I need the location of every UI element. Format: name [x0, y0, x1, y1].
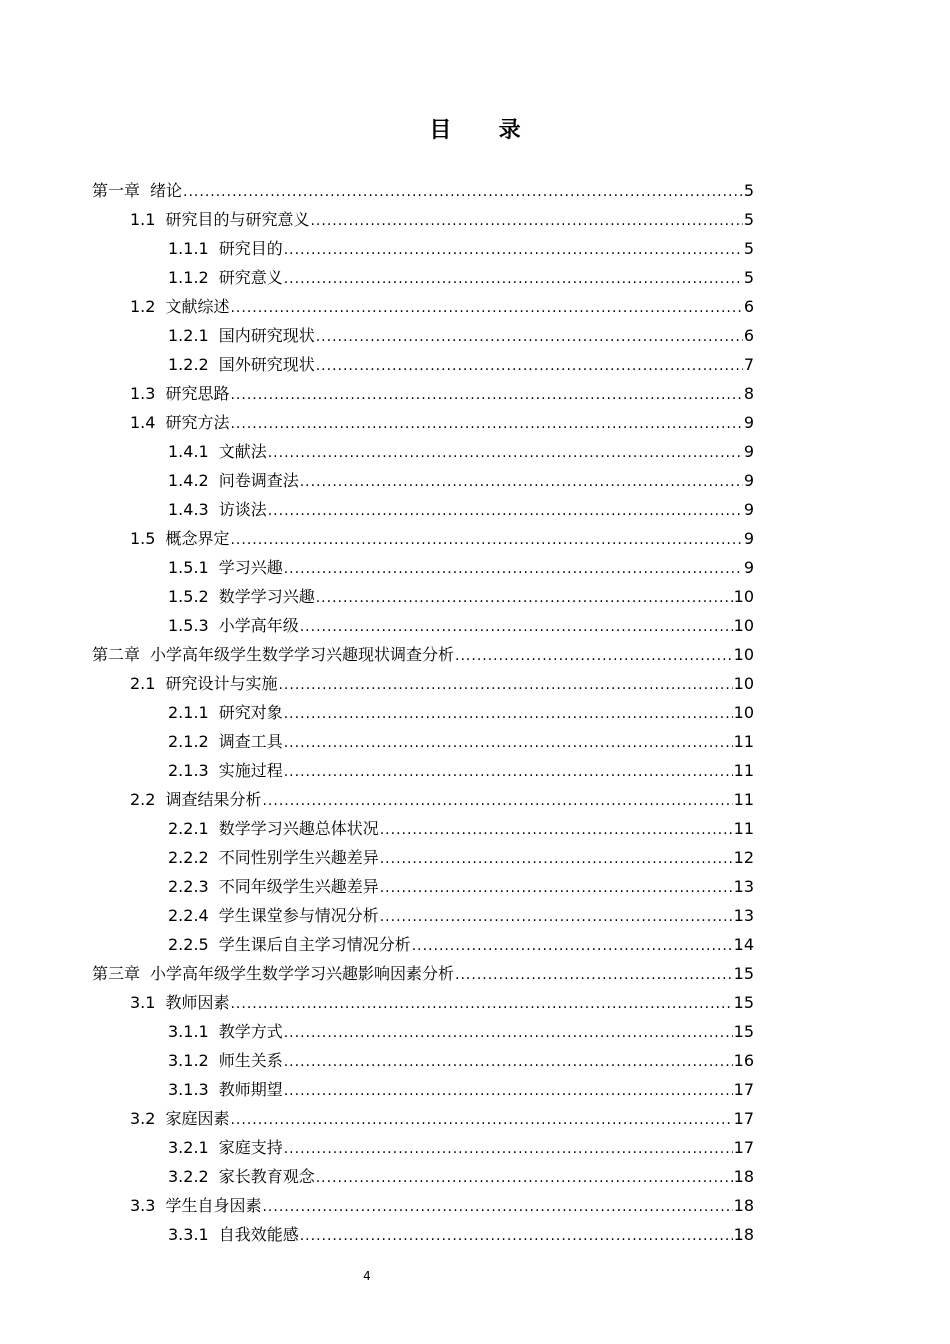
toc-entry-title: 概念界定: [165, 529, 230, 548]
toc-entry-title: 小学高年级学生数学学习兴趣现状调查分析: [150, 645, 455, 664]
toc-entry[interactable]: [92, 176, 754, 205]
toc-entry-number: 1.4.3: [168, 500, 209, 519]
toc-dot-leader: [380, 903, 733, 932]
toc-entry-title: 师生关系: [218, 1051, 283, 1070]
toc-entry-number: 2.2.3: [168, 877, 209, 896]
toc-dot-leader: [380, 816, 733, 845]
toc-entry[interactable]: [92, 843, 754, 872]
toc-entry[interactable]: [92, 408, 754, 437]
toc-entry-page: 10: [733, 674, 754, 693]
toc-entry-number: 2.1.1: [168, 703, 209, 722]
toc-entry-page: 10: [733, 587, 754, 606]
toc-entry-number: 2.2.5: [168, 935, 209, 954]
toc-entry-title: 调查工具: [218, 732, 283, 751]
toc-entry-number: 3.3.1: [168, 1225, 209, 1244]
toc-entry-title: 研究对象: [218, 703, 283, 722]
toc-entry-number: 1.5: [130, 529, 156, 548]
toc-entry[interactable]: [92, 669, 754, 698]
toc-entry-number: 1.1.1: [168, 239, 209, 258]
toc-entry-title: 国内研究现状: [218, 326, 315, 345]
toc-entry-page: 10: [733, 616, 754, 635]
toc-entry-title: 问卷调查法: [218, 471, 299, 490]
toc-dot-leader: [316, 323, 743, 352]
toc-dot-leader: [268, 439, 743, 468]
toc-entry-number: 3.1: [130, 993, 156, 1012]
toc-entry-page: 9: [743, 471, 754, 490]
toc-entry-title: 研究意义: [218, 268, 283, 287]
toc-entry-number: 1.1.2: [168, 268, 209, 287]
toc-dot-leader: [412, 932, 733, 961]
toc-entry-title: 不同年级学生兴趣差异: [218, 877, 379, 896]
toc-entry-number: 1.4: [130, 413, 156, 432]
toc-entry-page: 7: [743, 355, 754, 374]
toc-dot-leader: [230, 294, 742, 323]
toc-entry[interactable]: [92, 292, 754, 321]
toc-entry[interactable]: [92, 1220, 754, 1249]
toc-dot-leader: [284, 1019, 733, 1048]
table-of-contents: [92, 176, 754, 1249]
toc-entry[interactable]: [92, 640, 754, 669]
toc-entry[interactable]: [92, 553, 754, 582]
toc-entry-page: 15: [733, 1022, 754, 1041]
toc-entry-title: 绪论: [150, 181, 183, 200]
toc-entry-number: 1.5.3: [168, 616, 209, 635]
toc-entry-page: 11: [733, 819, 754, 838]
toc-entry-number: 第二章: [92, 645, 141, 664]
toc-dot-leader: [278, 671, 732, 700]
toc-entry-number: 1.4.1: [168, 442, 209, 461]
toc-entry-page: 6: [743, 297, 754, 316]
toc-entry-number: 3.2.2: [168, 1167, 209, 1186]
toc-entry-number: 1.3: [130, 384, 156, 403]
toc-entry-title: 小学高年级: [218, 616, 299, 635]
toc-dot-leader: [230, 381, 742, 410]
toc-entry-title: 研究目的与研究意义: [165, 210, 310, 229]
toc-entry[interactable]: [92, 582, 754, 611]
toc-entry-title: 访谈法: [218, 500, 267, 519]
toc-dot-leader: [284, 1077, 733, 1106]
toc-entry-page: 18: [733, 1225, 754, 1244]
toc-entry[interactable]: [92, 263, 754, 292]
toc-entry-title: 研究设计与实施: [165, 674, 278, 693]
toc-dot-leader: [316, 352, 743, 381]
toc-dot-leader: [284, 555, 743, 584]
toc-entry-title: 小学高年级学生数学学习兴趣影响因素分析: [150, 964, 455, 983]
toc-entry-title: 研究思路: [165, 384, 230, 403]
toc-entry-title: 学生自身因素: [165, 1196, 262, 1215]
toc-dot-leader: [300, 1222, 733, 1251]
toc-entry-title: 数学学习兴趣: [218, 587, 315, 606]
toc-entry[interactable]: [92, 959, 754, 988]
toc-dot-leader: [230, 1106, 732, 1135]
toc-entry-number: 2.1.2: [168, 732, 209, 751]
toc-entry[interactable]: [92, 321, 754, 350]
toc-entry-page: 18: [733, 1196, 754, 1215]
toc-entry-number: 1.2.2: [168, 355, 209, 374]
toc-entry[interactable]: [92, 466, 754, 495]
toc-entry-page: 10: [733, 703, 754, 722]
toc-dot-leader: [284, 758, 733, 787]
toc-entry-title: 文献法: [218, 442, 267, 461]
toc-entry-page: 11: [733, 732, 754, 751]
toc-entry-page: 13: [733, 906, 754, 925]
toc-entry-page: 9: [743, 442, 754, 461]
toc-entry-title: 数学学习兴趣总体状况: [218, 819, 379, 838]
toc-entry-page: 11: [733, 761, 754, 780]
toc-entry-number: 3.1.1: [168, 1022, 209, 1041]
toc-dot-leader: [455, 642, 733, 671]
toc-entry-page: 17: [733, 1080, 754, 1099]
toc-entry-page: 9: [743, 558, 754, 577]
toc-entry-title: 家庭支持: [218, 1138, 283, 1157]
toc-entry-page: 13: [733, 877, 754, 896]
toc-entry-title: 自我效能感: [218, 1225, 299, 1244]
toc-entry[interactable]: [92, 1046, 754, 1075]
toc-entry-number: 2.2.4: [168, 906, 209, 925]
toc-entry[interactable]: [92, 814, 754, 843]
toc-entry-page: 18: [733, 1167, 754, 1186]
toc-entry-page: 9: [743, 529, 754, 548]
toc-dot-leader: [230, 990, 732, 1019]
toc-dot-leader: [268, 497, 743, 526]
toc-entry-title: 学习兴趣: [218, 558, 283, 577]
toc-entry[interactable]: [92, 901, 754, 930]
toc-entry-number: 第三章: [92, 964, 141, 983]
toc-entry-page: 11: [733, 790, 754, 809]
toc-entry-page: 12: [733, 848, 754, 867]
toc-entry-number: 2.1.3: [168, 761, 209, 780]
toc-entry[interactable]: [92, 756, 754, 785]
toc-entry-number: 1.2: [130, 297, 156, 316]
toc-dot-leader: [380, 845, 733, 874]
toc-entry-page: 17: [733, 1109, 754, 1128]
toc-entry[interactable]: [92, 1191, 754, 1220]
toc-entry[interactable]: [92, 1075, 754, 1104]
toc-entry[interactable]: [92, 930, 754, 959]
toc-entry[interactable]: [92, 1017, 754, 1046]
toc-entry-title: 不同性别学生兴趣差异: [218, 848, 379, 867]
toc-entry-page: 5: [743, 210, 754, 229]
toc-entry-number: 3.2.1: [168, 1138, 209, 1157]
toc-dot-leader: [262, 787, 732, 816]
toc-entry-number: 1.4.2: [168, 471, 209, 490]
toc-entry[interactable]: [92, 1104, 754, 1133]
toc-entry-page: 5: [743, 239, 754, 258]
toc-dot-leader: [310, 207, 742, 236]
toc-entry-title: 家长教育观念: [218, 1167, 315, 1186]
toc-entry-title: 研究目的: [218, 239, 283, 258]
toc-entry-page: 8: [743, 384, 754, 403]
toc-entry-title: 教师期望: [218, 1080, 283, 1099]
toc-dot-leader: [316, 584, 733, 613]
toc-dot-leader: [316, 1164, 733, 1193]
toc-entry-number: 1.1: [130, 210, 156, 229]
toc-dot-leader: [284, 236, 743, 265]
toc-dot-leader: [300, 613, 733, 642]
toc-entry[interactable]: [92, 495, 754, 524]
toc-entry[interactable]: [92, 1162, 754, 1191]
toc-dot-leader: [284, 729, 733, 758]
toc-entry-page: 9: [743, 500, 754, 519]
toc-entry-number: 2.1: [130, 674, 156, 693]
toc-entry[interactable]: [92, 611, 754, 640]
toc-entry-title: 文献综述: [165, 297, 230, 316]
toc-entry-title: 教学方式: [218, 1022, 283, 1041]
toc-entry[interactable]: [92, 350, 754, 379]
toc-heading: 目 录: [429, 118, 541, 143]
toc-entry-number: 3.1.3: [168, 1080, 209, 1099]
toc-entry[interactable]: [92, 205, 754, 234]
toc-entry-title: 家庭因素: [165, 1109, 230, 1128]
page-number: 4: [363, 1269, 371, 1283]
toc-entry[interactable]: [92, 379, 754, 408]
toc-entry[interactable]: [92, 988, 754, 1017]
toc-dot-leader: [284, 265, 743, 294]
toc-entry[interactable]: [92, 1133, 754, 1162]
toc-entry[interactable]: [92, 234, 754, 263]
toc-entry-page: 17: [733, 1138, 754, 1157]
toc-entry-title: 教师因素: [165, 993, 230, 1012]
toc-dot-leader: [183, 178, 743, 207]
toc-entry[interactable]: [92, 785, 754, 814]
toc-entry-number: 3.2: [130, 1109, 156, 1128]
toc-entry-page: 16: [733, 1051, 754, 1070]
toc-entry-page: 6: [743, 326, 754, 345]
toc-entry[interactable]: [92, 727, 754, 756]
toc-dot-leader: [284, 1048, 733, 1077]
toc-entry-page: 10: [733, 645, 754, 664]
toc-entry-page: 5: [743, 268, 754, 287]
toc-entry-title: 国外研究现状: [218, 355, 315, 374]
toc-dot-leader: [284, 1135, 733, 1164]
toc-entry-number: 1.5.2: [168, 587, 209, 606]
toc-entry-title: 学生课后自主学习情况分析: [218, 935, 411, 954]
toc-entry-number: 2.2: [130, 790, 156, 809]
toc-dot-leader: [455, 961, 733, 990]
toc-dot-leader: [300, 468, 743, 497]
toc-entry[interactable]: [92, 698, 754, 727]
toc-entry[interactable]: [92, 437, 754, 466]
toc-entry-number: 1.5.1: [168, 558, 209, 577]
toc-entry-page: 15: [733, 964, 754, 983]
toc-dot-leader: [230, 526, 742, 555]
toc-entry-number: 2.2.1: [168, 819, 209, 838]
toc-entry[interactable]: [92, 524, 754, 553]
toc-dot-leader: [262, 1193, 732, 1222]
toc-entry-page: 5: [743, 181, 754, 200]
toc-entry-title: 学生课堂参与情况分析: [218, 906, 379, 925]
toc-entry-number: 1.2.1: [168, 326, 209, 345]
toc-entry-title: 调查结果分析: [165, 790, 262, 809]
toc-entry-number: 2.2.2: [168, 848, 209, 867]
toc-entry[interactable]: [92, 872, 754, 901]
toc-dot-leader: [230, 410, 742, 439]
toc-dot-leader: [284, 700, 733, 729]
toc-entry-page: 15: [733, 993, 754, 1012]
toc-entry-page: 14: [733, 935, 754, 954]
toc-entry-title: 研究方法: [165, 413, 230, 432]
toc-entry-number: 3.3: [130, 1196, 156, 1215]
toc-entry-page: 9: [743, 413, 754, 432]
toc-entry-number: 第一章: [92, 181, 141, 200]
toc-dot-leader: [380, 874, 733, 903]
toc-entry-title: 实施过程: [218, 761, 283, 780]
toc-entry-number: 3.1.2: [168, 1051, 209, 1070]
